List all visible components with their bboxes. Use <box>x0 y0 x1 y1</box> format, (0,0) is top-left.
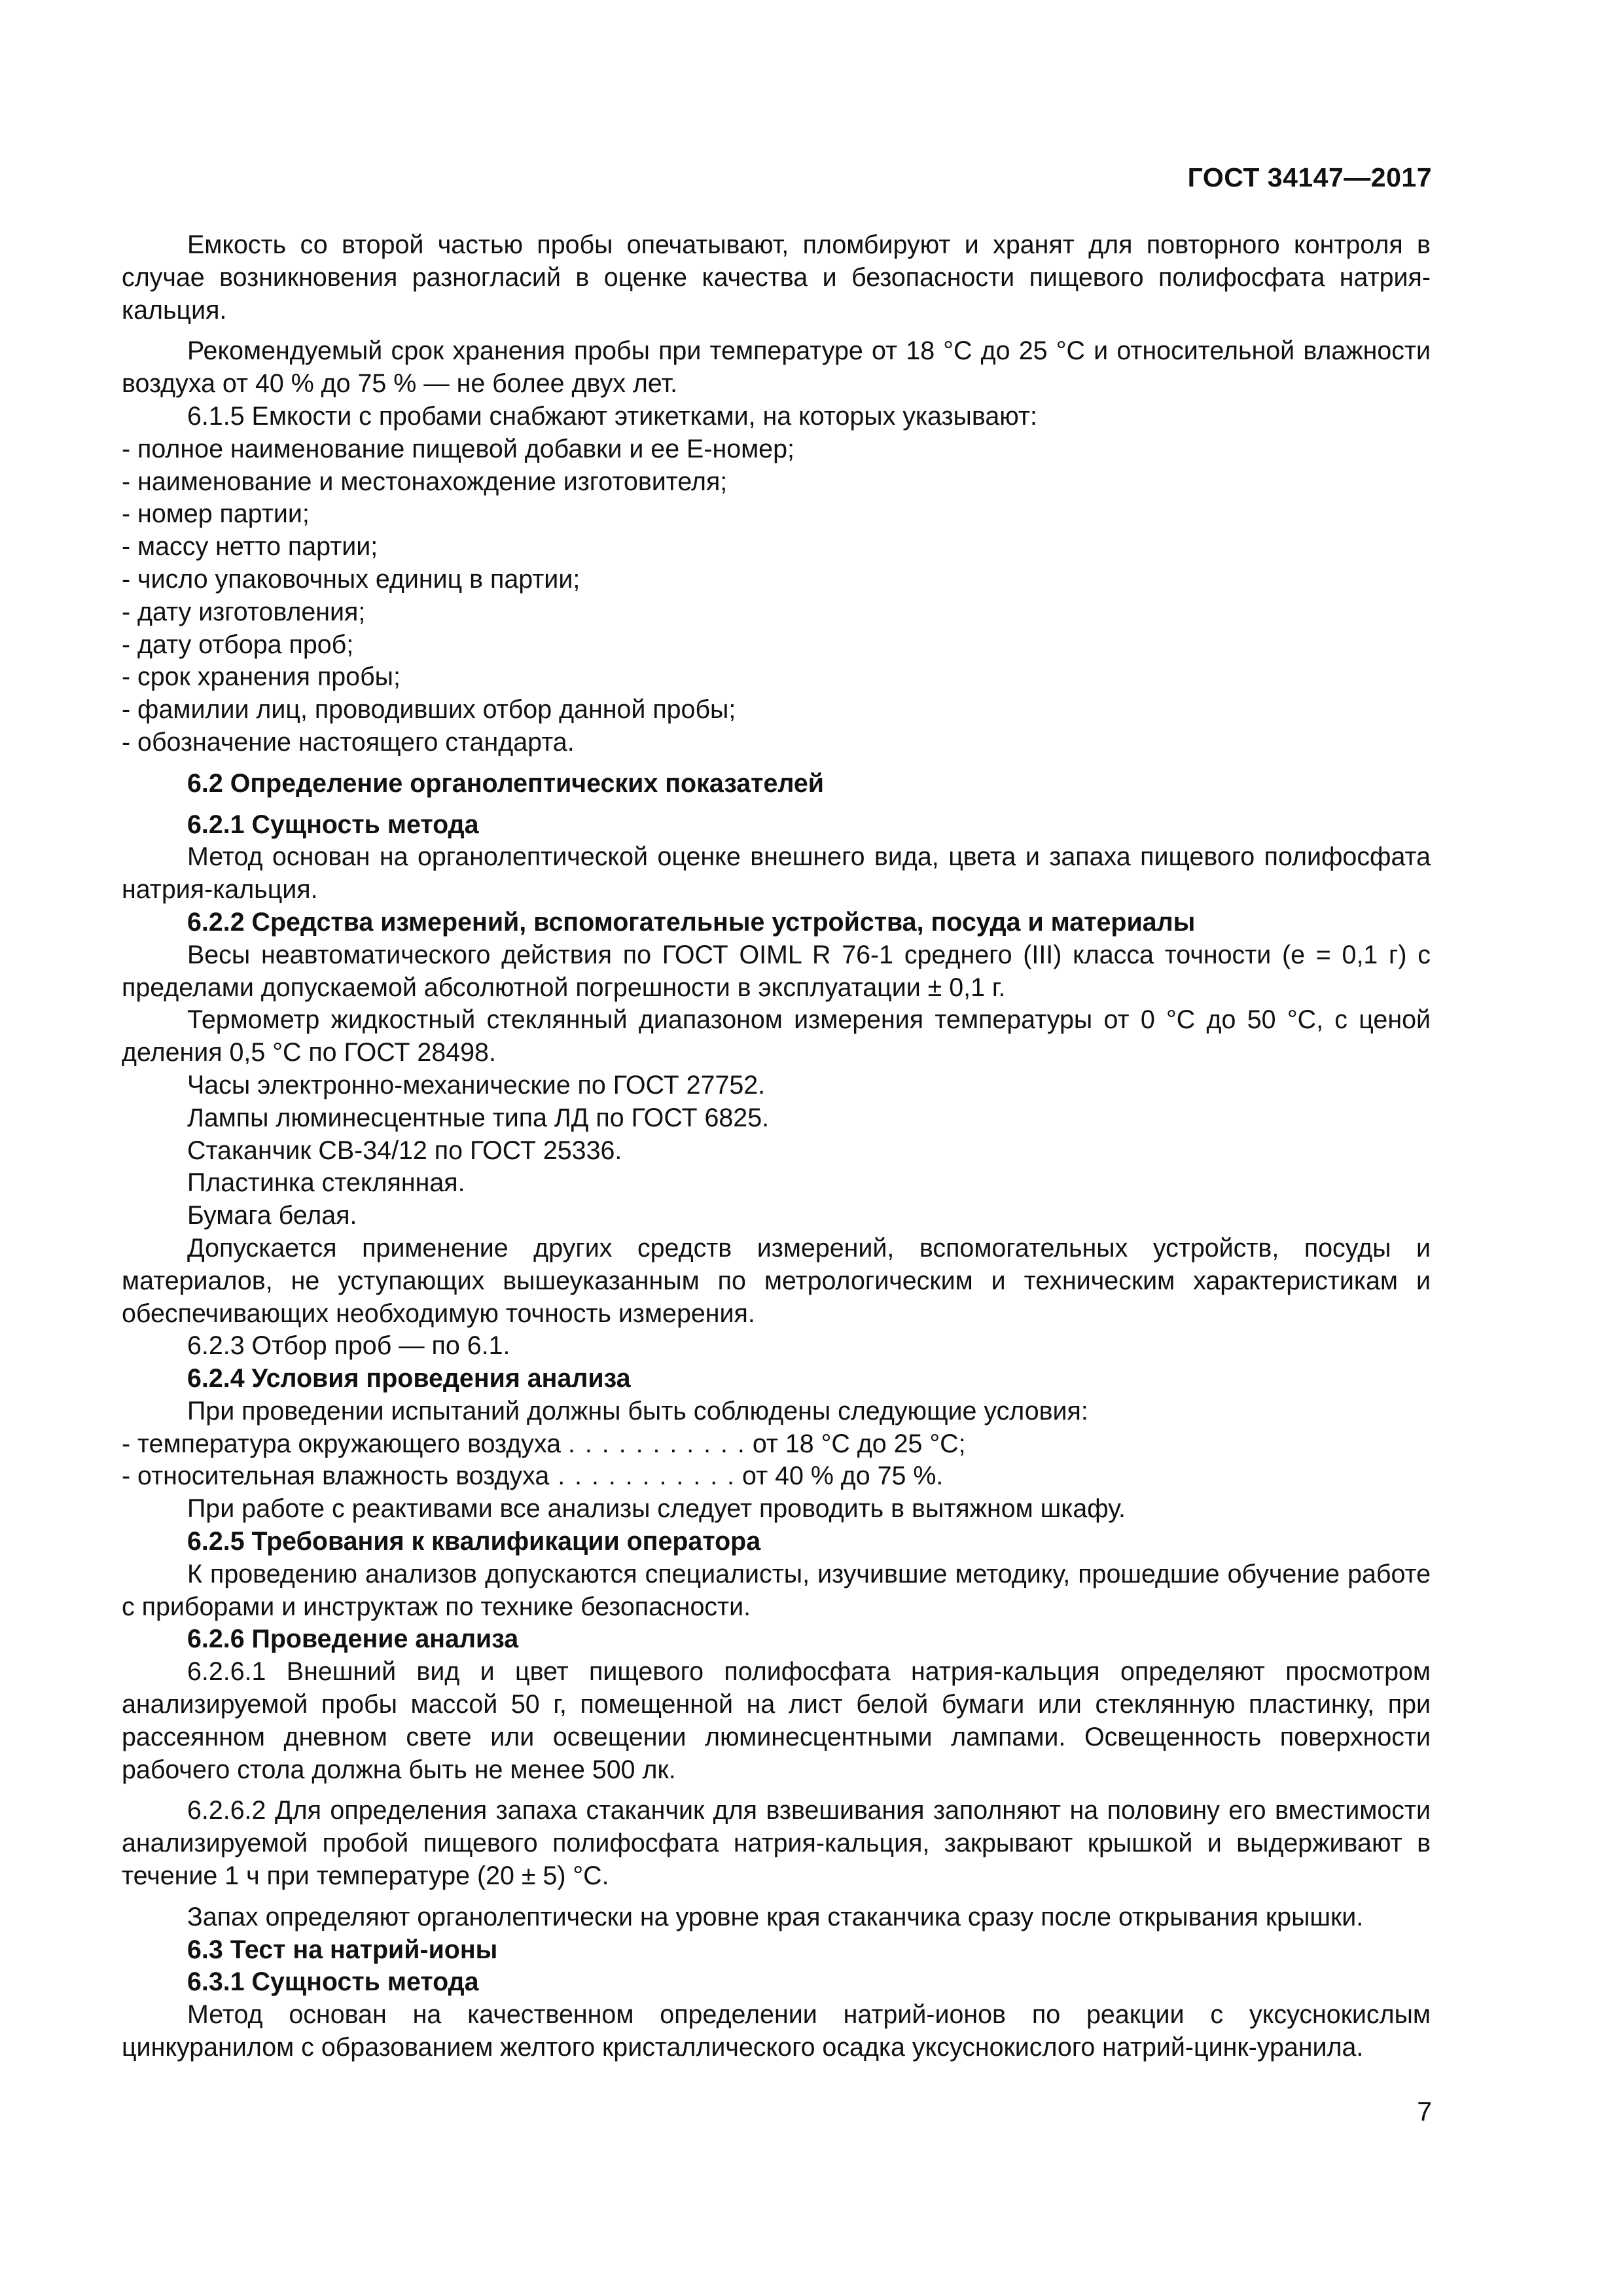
condition-value: от 18 °С до 25 °С; <box>752 1429 966 1458</box>
dot-leader: . . . . . . . . . . . <box>568 1429 746 1458</box>
paragraph-6-2-1: Метод основан на органолептической оценке внешнего вида, цвета и запаха пищевого полифосфата натрия-кальция. <box>122 842 1431 905</box>
paragraph-clock: Часы электронно-механические по ГОСТ 27752. <box>187 1070 766 1100</box>
paragraph-6-2-6-2: 6.2.6.2 Для определения запаха стаканчик для взвешивания заполняют на половину его вместимости анализируемой пробой пищевого полифосфата натрия-кальция, закрывают крышкой и выдерживают в течение 1 ч при температуре (20 ± 5) °С. <box>122 1796 1431 1891</box>
list-item: - число упаковочных единиц в партии; <box>122 564 580 594</box>
paragraph-white-paper: Бумага белая. <box>187 1201 357 1230</box>
condition-label: - температура окружающего воздуха <box>122 1429 569 1458</box>
heading-6-2-1: 6.2.1 Сущность метода <box>187 810 479 839</box>
heading-6-3: 6.3 Тест на натрий-ионы <box>187 1935 498 1964</box>
condition-row-humidity <box>122 1460 1431 1493</box>
list-item: - дату отбора проб; <box>122 630 354 659</box>
paragraph-lamps: Лампы люминесцентные типа ЛД по ГОСТ 6825. <box>187 1103 770 1132</box>
list-item: - номер партии; <box>122 499 310 529</box>
heading-6-2-4: 6.2.4 Условия проведения анализа <box>187 1364 631 1393</box>
paragraph-6-2-5: К проведению анализов допускаются специалисты, изучившие методику, прошедшие обучение работе с приборами и инструктаж по технике безопасности. <box>122 1559 1431 1621</box>
paragraph-6-3-1: Метод основан на качественном определении натрий-ионов по реакции с уксуснокислым цинкуранилом с образованием желтого кристаллического осадка уксуснокислого натрий-цинк-уранила. <box>122 2000 1431 2062</box>
document-code: ГОСТ 34147—2017 <box>1187 162 1432 192</box>
heading-6-3-1: 6.3.1 Сущность метода <box>187 1967 479 1997</box>
paragraph-reagents: При работе с реактивами все анализы следует проводить в вытяжном шкафу. <box>187 1494 1126 1524</box>
paragraph-storage-term: Рекомендуемый срок хранения пробы при температуре от 18 °С до 25 °С и относительной влажности воздуха от 40 % до 75 % — не более двух лет. <box>122 336 1431 399</box>
heading-6-2-2: 6.2.2 Средства измерений, вспомогательные устройства, посуда и материалы <box>187 907 1196 937</box>
paragraph-sample-storage: Емкость со второй частью пробы опечатывают, пломбируют и хранят для повторного контроля в случае возникновения разногласий в оценке качества и безопасности пищевого полифосфата натрия-кальция. <box>122 230 1431 325</box>
paragraph-thermometer: Термометр жидкостный стеклянный диапазоном измерения температуры от 0 °С до 50 °С, с ценой деления 0,5 °С по ГОСТ 28498. <box>122 1005 1431 1067</box>
list-item: - массу нетто партии; <box>122 532 378 562</box>
list-item: - полное наименование пищевой добавки и ее Е-номер; <box>122 434 794 463</box>
heading-6-2: 6.2 Определение органолептических показателей <box>187 768 824 798</box>
page-number: 7 <box>1417 2096 1432 2126</box>
dot-leader: . . . . . . . . . . . <box>549 1462 736 1491</box>
list-item: - обозначение настоящего стандарта. <box>122 727 575 757</box>
paragraph-alternatives-allowed: Допускается применение других средств измерений, вспомогательных устройств, посуды и материалов, не уступающих вышеуказанным по метрологическим и техническим характеристикам и обеспечивающих необходимую точность измерения. <box>122 1233 1431 1328</box>
list-item: - дату изготовления; <box>122 597 366 626</box>
condition-row-temperature <box>122 1428 1431 1461</box>
paragraph-cup: Стаканчик СВ-34/12 по ГОСТ 25336. <box>187 1136 622 1165</box>
label-requirements-list <box>122 433 1431 759</box>
heading-6-2-6: 6.2.6 Проведение анализа <box>187 1624 519 1654</box>
heading-6-2-5: 6.2.5 Требования к квалификации оператора <box>187 1527 761 1556</box>
paragraph-6-2-6-1: 6.2.6.1 Внешний вид и цвет пищевого полифосфата натрия-кальция определяют просмотром анализируемой пробы массой 50 г, помещенной на лист белой бумаги или стеклянную пластинку, при рассеянном дневном свете или освещении люминесцентными лампами. Освещенность поверхности рабочего стола должна быть не менее 500 лк. <box>122 1657 1431 1784</box>
list-item: - фамилии лиц, проводивших отбор данной пробы; <box>122 695 736 725</box>
paragraph-6-1-5: 6.1.5 Емкости с пробами снабжают этикетками, на которых указывают: <box>187 401 1037 431</box>
document-body <box>122 229 1431 2064</box>
condition-label: - относительная влажность воздуха <box>122 1462 550 1491</box>
paragraph-conditions-intro: При проведении испытаний должны быть соблюдены следующие условия: <box>187 1396 1088 1426</box>
paragraph-scales: Весы неавтоматического действия по ГОСТ OIML R 76-1 среднего (III) класса точности (е = 0,1 г) с пределами допускаемой абсолютной погрешности в эксплуатации ± 0,1 г. <box>122 940 1431 1002</box>
paragraph-glass-plate: Пластинка стеклянная. <box>187 1168 465 1198</box>
list-item: - срок хранения пробы; <box>122 662 401 692</box>
condition-value: от 40 % до 75 %. <box>742 1462 944 1491</box>
list-item: - наименование и местонахождение изготовителя; <box>122 467 728 496</box>
paragraph-smell: Запах определяют органолептически на уровне края стаканчика сразу после открывания крышки. <box>187 1902 1364 1931</box>
paragraph-6-2-3: 6.2.3 Отбор проб — по 6.1. <box>187 1331 510 1361</box>
